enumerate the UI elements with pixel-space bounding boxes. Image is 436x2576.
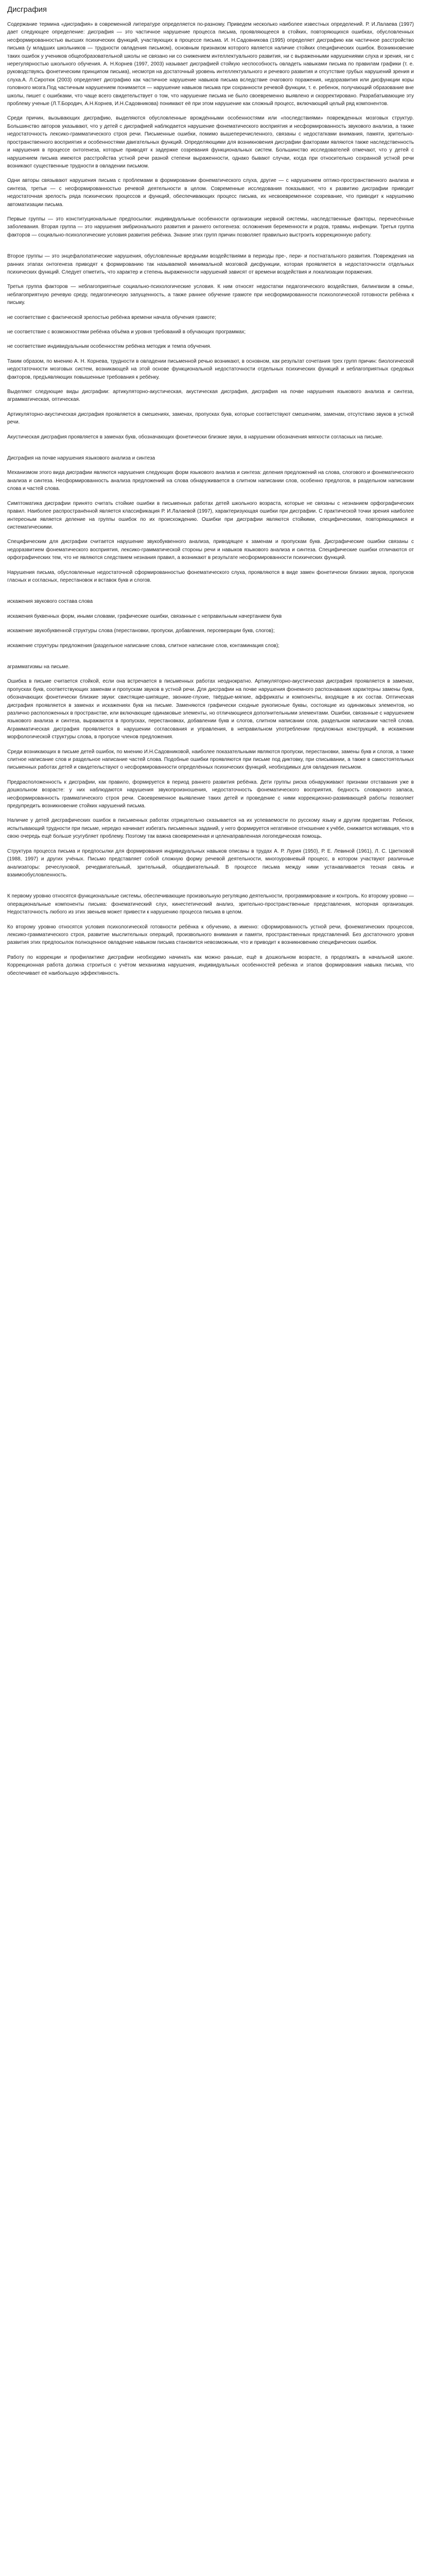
paragraph: Работу по коррекции и профилактике дисграфии необходимо начинать как можно раньше, ещё в дошкольном возрасте, а продолжать в начальной школе. Коррекционная работа должна строиться с учётом механизма нарушения, индивидуальных особенностей ребенка и этапов формирования навыка письма, что обеспечивает её наибольшую эффективность. [7,954,414,976]
paragraph: Третья группа факторов — неблагоприятные социально-психологические условия. К ним относят недостатки педагогического воздействия, билингвизм в семье, неблагоприятную речевую среду, педагогическую запущенность, а также раннее обучение грамоте при несформированности психологической готовности ребёнка к письму. [7,284,414,306]
paragraph: Второе группы — это энцефалопатические нарушения, обусловленные вредными воздействиями в периоды пре-, пери- и постнатального развития. Повреждения на ранних этапах онтогенеза приводят к формированию так называемой минимальной мозговой дисфункции, которая проявляется в недостаточности отдельных психических функций. Следует отметить, что характер и степень выраженности нарушений зависят от времени воздействия и локализации поражения. [7,253,414,275]
paragraph: Одни авторы связывают нарушения письма с проблемами в формировании фонематического слуха, другие — с нарушением оптико-пространственного анализа и синтеза, третьи — с несформированностью речевой деятельности в целом. Современные исследования показывают, что к развитию дисграфии приводит недостаточная зрелость ряда психических процессов и функций, обеспечивающих процесс письма, их несвоевременное созревание, что приводит к нарушению автоматизации письма. [7,178,414,208]
paragraph: не соответствие с фактической зрелостью ребёнка времени начала обучения грамоте; [7,314,216,320]
paragraph: Специфическим для дисграфии считается нарушение звукобуквенного анализа, приводящее к заменам и пропускам букв. Дисграфические ошибки связаны с недоразвитием фонематического восприятия, лексико-грамматической стороны речи и навыков языкового анализа и синтеза. Специфические ошибки отличаются от орфографических тем, что не являются следствием незнания правил, а возникают в результате несформированности психических функций. [7,539,414,561]
paragraph: Механизмом этого вида дисграфии являются нарушения следующих форм языкового анализа и синтеза: деления предложений на слова, слогового и фонематического анализа и синтеза. Несформированность анализа предложений на слова обнаруживается в слитном написании слов, особенно предлогов, в раздельном написании слова и частей слова. [7,470,414,492]
paragraph: искажение звукобуквенной структуры слова (перестановки, пропуски, добавления, персеверации букв, слогов); [7,628,275,634]
paragraph: Наличие у детей дисграфических ошибок в письменных работах отрицательно сказывается на их успеваемости по русскому языку и другим предметам. Ребенок, испытывающий трудности при письме, нередко начинает избегать письменных заданий, у него формируется негативное отношение к учёбе, снижается мотивация, что в свою очередь ещё больше усугубляет проблему. Поэтому так важна своевременная и целенаправленная логопедическая помощь. [7,818,414,840]
paragraph: Предрасположенность к дисграфии, как правило, формируется в период раннего развития ребёнка. Дети группы риска обнаруживают признаки отставания уже в дошкольном возрасте: у них наблюдаются нарушения звукопроизношения, недостаточность фонематического восприятия, бедность словарного запаса, несформированность грамматического строя речи. Своевременное выявление таких детей и проведение с ними коррекционно-развивающей работы позволяет предупредить возникновение стойких нарушений письма. [7,779,414,809]
paragraph: не соответствие с возможностями ребёнка объёма и уровня требований в обучающих программах; [7,329,246,335]
paragraph: Симптоматика дисграфии принято считать стойкие ошибки в письменных работах детей школьного возраста, которые не связаны с незнанием орфографических правил. Наиболее распространённой является классификация Р. И.Лалаевой (1997), характеризующая ошибки при дисграфии. С практической точки зрения наиболее интересным является деление на группы ошибок по их происхождению. Ошибки при дисграфии являются стойкими, специфическими, повторяющимися и систематическими. [7,500,414,530]
paragraph: К первому уровню относятся функциональные системы, обеспечивающие произвольную регуляцию деятельности, программирование и контроль. Ко второму уровню — операциональные компоненты письма: фонематический слух, кинестетический анализ, зрительно-пространственные представления, моторная организация. Недостаточность любого из этих звеньев может привести к нарушению процесса письма в целом. [7,893,414,916]
paragraph: Нарушения письма, обусловленные недостаточной сформированностью фонематического слуха, проявляются в виде замен фонетически близких звуков, пропусков гласных и согласных, перестановок и вставок букв и слогов. [7,569,414,583]
paragraph: искажения звукового состава слова [7,599,93,605]
paragraph: Ошибка в письме считается стойкой, если она встречается в письменных работах неоднократно. Артикуляторно-акустическая дисграфия проявляется в заменах, пропусках букв, соответствующих заменам и пропускам звуков в устной речи. Для дисграфии на почве нарушения фонемного распознавания характерны замены букв, обозначающих фонетически близкие звуки: свистящие-шипящие, звонкие-глухие, твёрдые-мягкие, аффрикаты и компоненты, входящие в их состав. Оптическая дисграфия проявляется в заменах и искажениях букв на письме. Заменяются графически сходные рукописные буквы, состоящие из одинаковых элементов, но различно расположенных в пространстве, или включающие одинаковые элементы, но отличающиеся дополнительными элементами. Ошибки, связанные с нарушением языкового анализа и синтеза, выражаются в пропусках, перестановках, добавлении букв и слогов, слитном написании слов, раздельном написании частей слова. Аграмматическая дисграфия проявляется в нарушении согласования и управления, в неправильном употреблении предложных конструкций, в искажении морфологической структуры слова, в пропуске членов предложения. [7,679,414,740]
paragraph: Содержание термина «дисграфия» в современной литературе определяется по-разному. Приведем несколько наиболее известных определений. Р. И.Лалаева (1997) дает следующее определение: дисграфия — это частичное нарушение процесса письма, проявляющееся в стойких, повторяющихся ошибках, обусловленных несформированностью высших психических функций, участвующих в процессе письма. И. Н.Садовникова (1995) определяет дисграфию как частичное расстройство письма (у младших школьников — трудности овладения письмом), основным признаком которого является наличие стойких специфических ошибок. Возникновение таких ошибок у учеников общеобразовательной школы не связано ни со снижением интеллектуального развития, ни с выраженными нарушениями слуха и зрения, ни с нерегулярностью школьного обучения. А. Н.Корнев (1997, 2003) называет дисграфией стойкую неспособность овладеть навыками письма по правилам графики (т. е. руководствуясь фонетическим принципом письма), несмотря на достаточный уровень интеллектуального и речевого развития и отсутствие грубых нарушений зрения и слуха.А. Л.Сиротюк (2003) определяет дисграфию как частичное нарушение навыков письма вследствие очагового поражения, недоразвития или дисфункции коры головного мозга.Под частичным нарушением понимается — нарушение навыков письма при сохранности речевой функции, т. е. ребенок, получающий образование вне школы, пишет с ошибками, что чаще всего свидетельствует о том, что нарушение письма не было своевременно выявлено и скорректировано. Разрабатывающие эту проблему ученые (Л.Т.Бородич, А.Н.Корнев, И.Н.Садовникова) понимают её при этом нарушение как сложный процесс, включающий целый ряд компонентов. [7,22,414,107]
paragraph: Выделяют следующие виды дисграфии: артикуляторно-акустическая, акустическая дисграфия, дисграфия на почве нарушения языкового анализа и синтеза, аграмматическая, оптическая. [7,389,414,403]
paragraph: аграмматизмы на письме. [7,664,70,670]
paragraph: Акустическая дисграфия проявляется в заменах букв, обозначающих фонетически близкие звуки, в нарушении обозначения мягкости согласных на письме. [7,434,383,440]
paragraph: Среди причин, вызывающих дисграфию, выделяются обусловленные врождёнными особенностями или «последствиями» поврежденных мозговых структур. Большинство авторов указывают, что у детей с дисграфией наблюдается нарушение фонематического восприятия и несформированность звукового анализа, а также недостаточность лексико-грамматического строя речи. Письменные ошибки, помимо вышеперечисленного, связаны с недостатками внимания, памяти, зрительно-пространственного восприятия и особенностями двигательных функций. Определяющими для возникновения дисграфии факторами являются также наследственность и нарушения в процессе онтогенеза, которые приводят к задержке созревания функциональных систем. Большинство исследователей отмечают, что у детей с нарушением письма имеются расстройства устной речи разной степени выраженности, однако бывают случаи, когда при относительно сохранной устной речи возникают существенные трудности в овладении письмом. [7,115,414,169]
paragraph: Среди возникающих в письме детей ошибок, по мнению И.Н.Садовниковой, наиболее показательными являются пропуски, перестановки, замены букв и слогов, а также слитное написание слов и раздельное написание частей слова. Подобные ошибки проявляются при письме под диктовку, при списывании, а также в самостоятельных письменных работах детей и свидетельствуют о несформированности определённых психических функций, необходимых для овладения письмом. [7,749,414,771]
paragraph: Дисграфия на почве нарушения языкового анализа и синтеза [7,455,155,462]
paragraph: Структура процесса письма и предпосылки для формирования индивидуальных навыков описаны в трудах А. Р. Лурия (1950), Р. Е. Левиной (1961), Л. С. Цветковой (1988, 1997) и других учёных. Письмо представляет собой сложную форму речевой деятельности, многоуровневый процесс, в котором участвуют различные анализаторы: речеслуховой, речедвигательный, зрительный, общедвигательный. В процессе письма между ними устанавливается тесная связь и взаимообусловленность. [7,848,414,878]
paragraph: не соответствие индивидуальным особенностям ребёнка методик и темпа обучения. [7,344,212,350]
document [7,4,414,984]
paragraph: искажение структуры предложения (раздельное написание слова, слитное написание слов, контаминация слов); [7,642,280,649]
paragraph: искажения буквенных форм, иными словами, графические ошибки, связанные с неправильным начертанием букв [7,613,282,619]
paragraph: Артикуляторно-акустическая дисграфия проявляется в смешениях, заменах, пропусках букв, которые соответствуют смешениям, заменам, отсутствию звуков в устной речи. [7,411,414,426]
page-title: Дисграфия [7,5,47,14]
paragraph: Первые группы — это конституциональные предпосылки: индивидуальные особенности организации нервной системы, наследственные факторы, перенесённые заболевания. Вторая группа — это нарушения эмбрионального развития и раннего онтогенеза: осложнения беременности и родов, травмы, инфекции. Третья группа факторов — социально-психологические условия развития ребёнка. Знание этих групп причин позволяет правильно выстроить коррекционную работу. [7,216,414,238]
paragraph: Ко второму уровню относятся условия психологической готовности ребёнка к обучению, а именно: сформированность устной речи, фонематических процессов, лексико-грамматического строя, развитие мыслительных операций, произвольного внимания и памяти, пространственных представлений. Без достаточного уровня развития этих предпосылок полноценное овладение навыком письма становится невозможным, что и приводит к возникновению специфических ошибок. [7,924,414,946]
document-body [7,21,414,977]
paragraph: Таким образом, по мнению А. Н. Корнева, трудности в овладении письменной речью возникают, в основном, как результат сочетания трех групп причин: биологической недостаточности мозговых систем, возникающей на этой основе функциональной недостаточности отдельных психических функций и неблагоприятных средовых факторов, предъявляющих повышенные требования к ребёнку. [7,358,414,380]
